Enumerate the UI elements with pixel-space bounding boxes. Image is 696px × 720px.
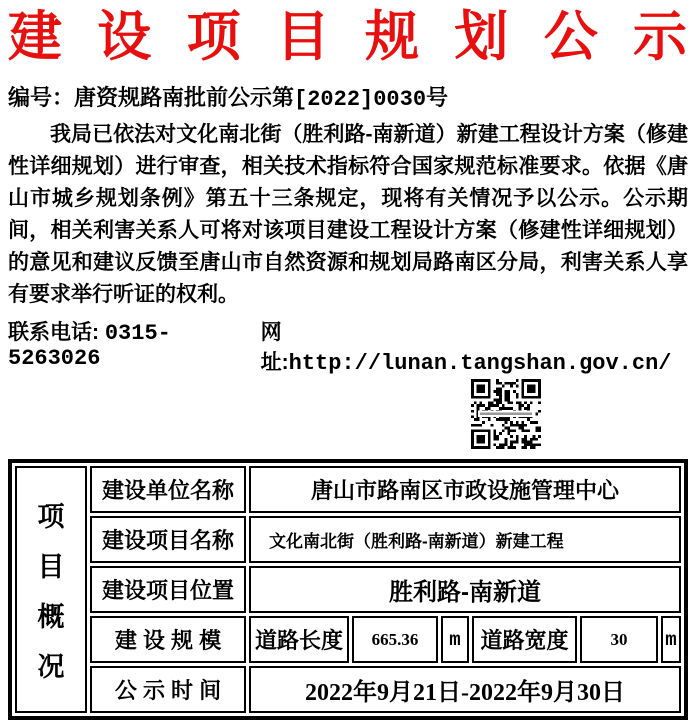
qr-code [470,379,542,449]
table-side-title [15,466,87,713]
row-label-project-location: 建设项目位置 [90,566,246,613]
document-number-line [8,81,688,112]
road-length-label: 道路长度 [249,616,349,663]
row-label-construction-unit: 建设单位名称 [90,466,246,513]
row-label-publicity-period: 公 示 时 间 [90,666,246,713]
page-title: 建 设 项 目 规 划 公 示 [8,7,688,67]
row-label-project-name: 建设项目名称 [90,516,246,563]
document-number-label: 编号： [8,85,75,110]
project-overview-table [8,459,688,720]
website-url: http://lunan.tangshan.gov.cn/ [288,351,672,376]
notice-body: 我局已依法对文化南北街（胜利路-南新道）新建工程设计方案（修建性详细规划）进行审查，相关技术指标符合国家规范标准要求。依据《唐山市城乡规划条例》第五十三条规定，现将有关情况予以公示。公示期间，相关利害关系人可将对该项目建设工程设计方案（修建性详细规划）的意见和建议反馈至唐山市自然资源和规划局路南区分局，利害关系人享有要求举行听证的权利。 [8,123,688,306]
contact-line [8,316,688,376]
road-width-unit: m [661,616,681,663]
document-number: 唐资规路南批前公示第[2022]0030号 [74,87,449,112]
row-value-construction-unit: 唐山市路南区市政设施管理中心 [249,466,681,513]
row-value-project-name: 文化南北街（胜利路-南新道）新建工程 [249,516,681,563]
side-char: 况 [37,652,65,682]
row-value-project-location: 胜利路-南新道 [249,566,681,613]
phone-label: 联系电话: [8,321,99,344]
row-label-construction-scale: 建 设 规 模 [90,616,246,663]
road-width-value: 30 [580,616,658,663]
phone-number: 0315-5263026 [8,321,171,371]
side-char: 项 [37,502,65,532]
road-width-label: 道路宽度 [472,616,577,663]
row-value-construction-scale [249,616,681,663]
road-length-unit: m [441,616,469,663]
website-label: 网址: [260,321,289,374]
website-line [261,316,688,376]
road-length-value: 665.36 [352,616,438,663]
phone-line [8,316,261,371]
side-char: 目 [37,552,65,582]
side-char: 概 [37,602,65,632]
row-value-publicity-period: 2022年9月21日-2022年9月30日 [249,666,681,713]
